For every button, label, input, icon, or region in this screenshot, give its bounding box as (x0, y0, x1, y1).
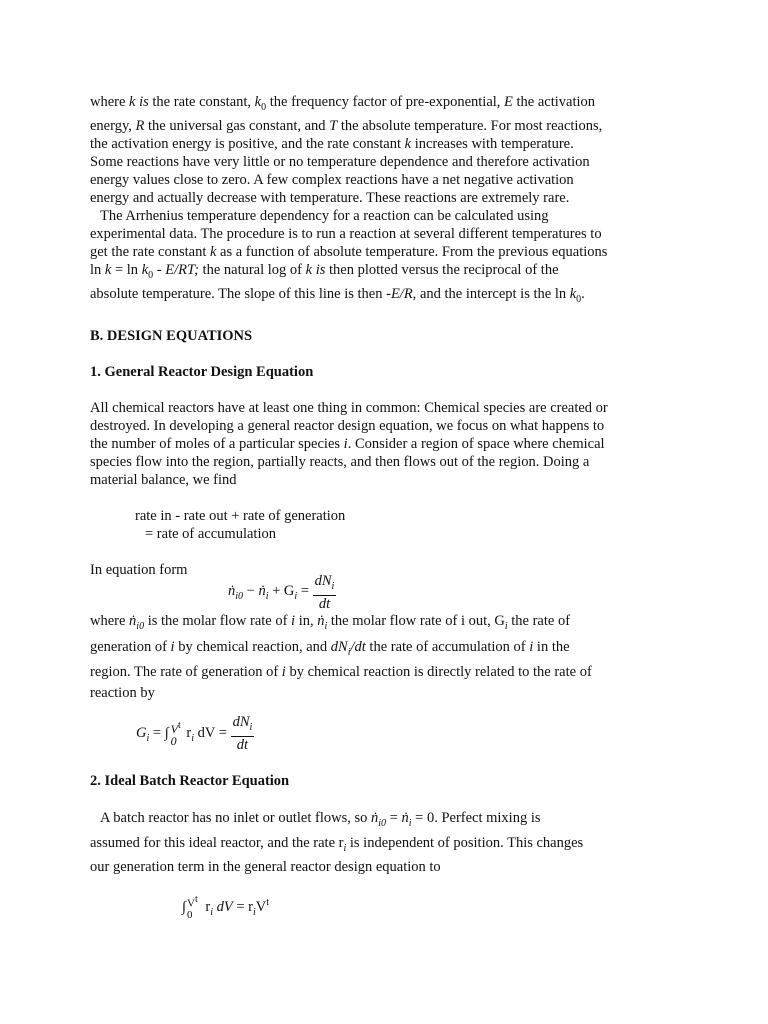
text-italic: i (170, 638, 175, 655)
text-italic: /dt (350, 638, 366, 655)
text: the activation (512, 94, 596, 110)
subscript: 0 (576, 293, 582, 305)
text: and the intercept is the ln (416, 285, 570, 302)
paragraph-general-reactor (90, 399, 650, 489)
paragraph-arrhenius-procedure (90, 207, 650, 309)
text-italic: T (329, 117, 338, 134)
text: the molar flow rate of i out, G (327, 612, 505, 629)
subscript: 0 (261, 101, 267, 113)
subscript: 0 (148, 269, 154, 281)
text-italic: k is (305, 261, 326, 278)
text: material balance, we find (90, 471, 237, 488)
fraction-dNi-dt-2: $\frac{dN_i}{dt}$ (232, 714, 253, 754)
text: energy, (90, 117, 136, 134)
text-italic: E/RT; (165, 261, 199, 278)
text: species flow into the region, partially reacts, and then flows out of the region. Doing a (90, 453, 590, 470)
text: ln (90, 261, 105, 278)
text-italic: i (291, 612, 296, 629)
text: Some reactions have very little or no temperature dependence and therefore activation (90, 153, 590, 170)
text: the rate of accumulation of (365, 638, 530, 655)
text: region. The rate of generation of (90, 664, 282, 681)
text: = 0. Perfect mixing is (411, 810, 541, 827)
text-italic: k (254, 94, 262, 110)
text: The Arrhenius temperature dependency for a reaction can be calculated using (100, 207, 549, 224)
text: the number of moles of a particular species (90, 435, 344, 452)
text-italic: k (569, 285, 577, 302)
subsection-heading-batch-reactor: 2. Ideal Batch Reactor Equation (90, 773, 290, 790)
text: in, (295, 612, 318, 629)
text: assumed for this ideal reactor, and the rate r (90, 835, 344, 852)
text: the activation energy is positive, and the rate constant (90, 135, 405, 152)
text: by chemical reaction is directly related to the rate of (285, 664, 592, 681)
paragraph-arrhenius-definitions (90, 93, 650, 207)
text-italic: i (529, 638, 534, 655)
material-balance-line-2: = rate of accumulation (145, 525, 276, 542)
text: the rate constant, (148, 94, 255, 110)
subsection-heading-general-reactor: 1. General Reactor Design Equation (90, 363, 314, 380)
text: get the rate constant (90, 243, 210, 260)
text: is the molar flow rate of (144, 612, 292, 629)
text: where (90, 612, 130, 629)
document-page (90, 93, 650, 922)
text: the absolute temperature. For most reactions, (337, 117, 603, 134)
text: where (90, 94, 130, 110)
text-italic: i (281, 664, 286, 681)
text-italic: k is (129, 94, 149, 110)
text: by chemical reaction, and (174, 638, 331, 655)
text: the natural log of (198, 261, 306, 278)
text: generation of (90, 638, 171, 655)
paragraph-batch-reactor: A batch reactor has no inlet or outlet flows, so ṅ$_{i0}$ = ṅ$_i$ = 0. Perfect mixing is (100, 810, 541, 830)
material-balance-line-1: rate in - rate out + rate of generation (135, 507, 346, 524)
text: experimental data. The procedure is to run a reaction at several different temperatures to (90, 225, 602, 242)
fraction-dNi-dt: $\frac{dN_i}{dt}$ (314, 572, 335, 612)
text-italic: i (343, 435, 348, 452)
equation-general-balance: ṅ$_{i0}$ − ṅ$_i$ + $G_i$ = $\frac{dN_i}{dt}$ (228, 572, 335, 612)
text: absolute temperature. The slope of this line is then (90, 285, 387, 302)
text: All chemical reactors have at least one thing in common: Chemical species are created or (90, 399, 608, 416)
text-italic: k (104, 261, 112, 278)
text: the frequency factor of pre-exponential, (266, 94, 505, 110)
text: A batch reactor has no inlet or outlet flows, so (100, 810, 372, 827)
text: as a function of absolute temperature. From the previous equations (216, 243, 608, 260)
section-heading-design-equations: B. DESIGN EQUATIONS (90, 327, 253, 344)
text: increases with temperature. (411, 135, 574, 152)
text: = (386, 810, 402, 827)
equation-form-label: In equation form (90, 561, 188, 578)
equation-generation-rate: $G_i$ = ∫ $V^t$ 0 $r_i$ dV = $\frac{dN_i}{dt}$ (136, 714, 253, 754)
text: - (153, 261, 166, 278)
text-italic: k (404, 135, 412, 152)
paragraph-batch-reactor-cont: assumed for this ideal reactor, and the rate $r_i$ is independent of position. This changes our generation term in the general reactor design equation to (90, 835, 584, 876)
text: the universal gas constant, and (144, 117, 330, 134)
text: our generation term in the general reactor design equation to (90, 859, 441, 876)
text: = ln (111, 261, 142, 278)
text: energy and actually decrease with temperature. These reactions are extremely rare. (90, 189, 570, 206)
text: . (581, 285, 585, 302)
text: . Consider a region of space where chemical (347, 435, 605, 452)
text: destroyed. In developing a general reactor design equation, we focus on what happens to (90, 417, 605, 434)
text: is independent of position. This changes (346, 835, 584, 852)
text: the rate of (507, 612, 571, 629)
text-italic: k (141, 261, 149, 278)
text: energy values close to zero. A few complex reactions have a net negative activation (90, 171, 574, 188)
text: reaction by (90, 685, 155, 702)
text-italic: E (504, 94, 513, 110)
paragraph-equation-terms: where ṅ$_{i0}$ is the molar flow rate of i in, ṅ$_i$ the molar flow rate of i out, $G_i$ the rate of generation of i by chemical reaction, and $dN_i/dt$ the rate of accumulation of i in the region. The rate of generation of i by chemical reaction is directly related to the rate of reaction by (90, 612, 592, 702)
equation-batch-generation: ∫ $V^t$ 0 $r_i$ dV = $r_iV^t$ (182, 894, 270, 922)
text-italic: -E/R, (386, 285, 417, 302)
text-italic: k (209, 243, 217, 260)
text-italic: R (135, 117, 145, 134)
text: in the (533, 638, 570, 655)
text: then plotted versus the reciprocal of the (325, 261, 559, 278)
text-italic: dN (330, 638, 348, 655)
